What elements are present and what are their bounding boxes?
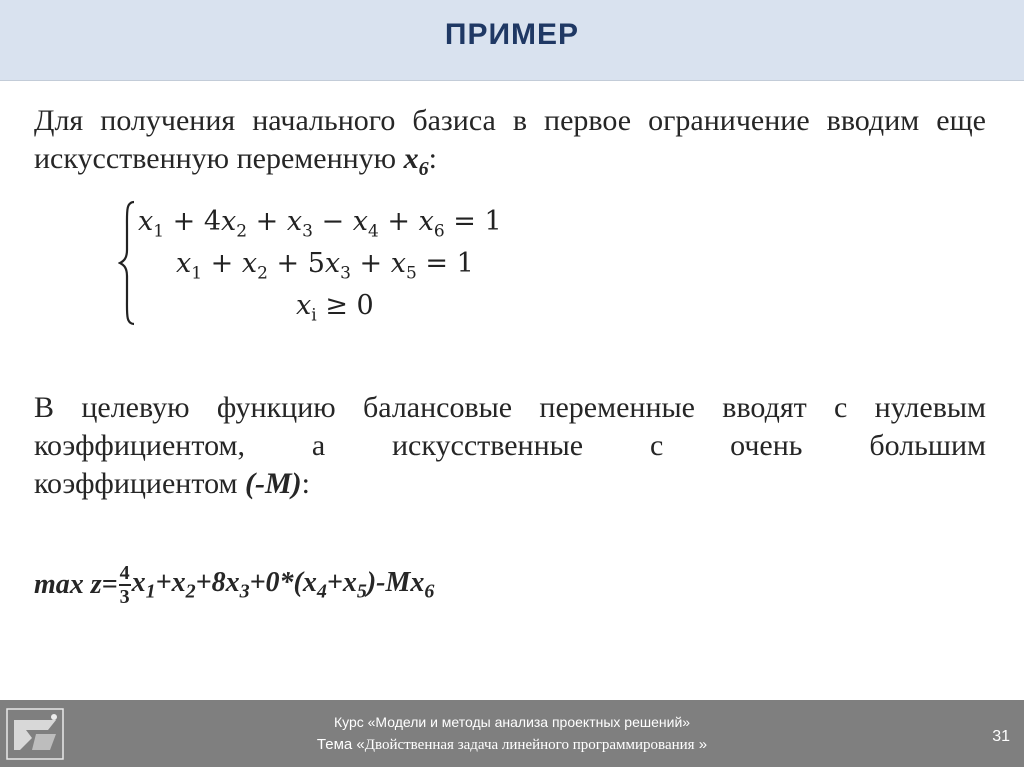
footer-bar: [0, 700, 1024, 767]
footer-topic: Тема «Двойственная задача линейного программирования »: [316, 736, 708, 753]
constraint-equation-1: $x_1 + 4x_2 + x_3 - x_4 + x_6 = 1$: [138, 206, 502, 242]
intro-text: Для получения начального базиса в первое ограничение вводим еще искусственную переменную: [34, 104, 986, 175]
objective-line-2: коэффициентом, а искусственные с очень большим: [34, 429, 986, 462]
formula-fraction: $\frac{4}{3}$: [119, 562, 130, 608]
objective-paragraph: [34, 389, 986, 503]
intro-variable: $x_6$: [403, 142, 429, 180]
formula-prefix: max z=: [34, 569, 118, 600]
objective-line-3: коэффициентом (-M):: [34, 467, 310, 500]
page-number: 31: [992, 728, 1010, 745]
intro-tail: :: [428, 142, 437, 175]
constraint-system: [118, 198, 588, 328]
objective-line-1: В целевую функцию балансовые переменные вводят с нулевым: [34, 391, 986, 424]
title-bar: [0, 0, 1024, 81]
slide-title: ПРИМЕР: [444, 18, 580, 51]
constraint-equation-2: $x_1 + x_2 + 5x_3 + x_5 = 1$: [176, 248, 474, 284]
objective-formula: [34, 562, 434, 608]
footer-course: Курс «Модели и методы анализа проектных решений»: [333, 714, 691, 730]
formula-terms: $x_1+x_2+8x_3+0*(x_4+x_5)-Mx_6$: [131, 566, 435, 603]
intro-paragraph: [34, 102, 986, 188]
constraint-nonnegativity: $x_i \ge 0$: [296, 290, 374, 326]
left-brace-icon: [118, 198, 138, 328]
